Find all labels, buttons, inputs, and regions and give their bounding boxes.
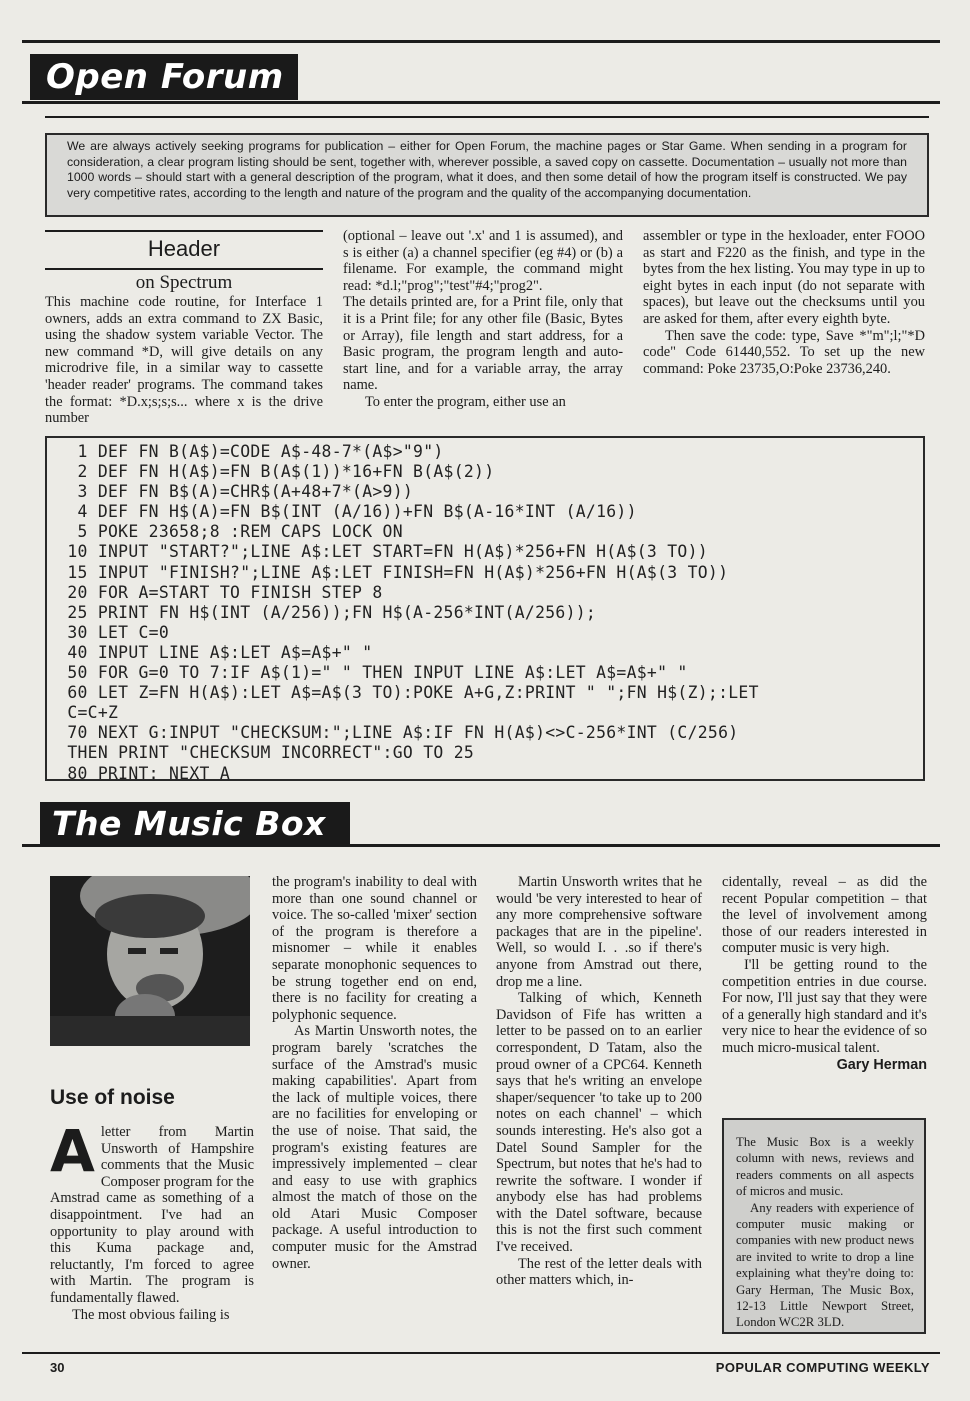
code-line: 60 LET Z=FN H(A$):LET A$=A$(3 TO):POKE A+G,Z:PRINT " ";FN H$(Z);:LET — [47, 683, 759, 703]
code-line: THEN PRINT "CHECKSUM INCORRECT":GO TO 25 — [47, 743, 475, 763]
top-rule — [22, 40, 940, 43]
header-mid-rule — [45, 268, 323, 270]
header-col-2 — [343, 228, 623, 411]
music-col2-para-1: the program's inability to deal with more than one sound channel or voice. The so-called 'mixer' section of the program is therefore a misnomer – while it enables separate monophonic sequences to be strung together end on end, there is no facility for creating a polyphonic sequence. — [272, 874, 477, 1023]
header-col2-para-2: The details printed are, for a Print file, only that it is a Print file; for any other file (Basic, Bytes or Array), file length and start address, for a Basic program, the program length and auto-start line, and for a variable array, the array name. — [343, 294, 623, 394]
open-forum-banner — [30, 54, 298, 100]
music-col2-para-2: As Martin Unsworth notes, the program barely 'scratches the surface of the Amstrad's music making capabilities'. Apart from the lack of multiple voices, there are no facilities for enveloping or the use of noise. That said, the program's existing features are impressively implemented – clear and easy to use with graphics almost the match of those on the old Atari Music Composer package. A useful introduction to computer music for the Amstrad owner. — [272, 1023, 477, 1272]
code-line: 25 PRINT FN H$(INT (A/256));FN H$(A-256*INT(A/256)); — [47, 602, 597, 622]
music-col1-para-1 — [50, 1117, 254, 1307]
header-article-title: Header — [147, 236, 221, 261]
music-col1-text: letter from Martin Unsworth of Hampshire comments that the Music Composer program for the Amstrad came as something of a disappointment. I've had an opportunity to play around with this Kuma package and, reluctantly, I'm forced to agree with Martin. The program is fundamentally flawed. — [50, 1124, 254, 1306]
code-line: 40 INPUT LINE A$:LET A$=A$+" " — [47, 642, 373, 662]
code-line: 20 FOR A=START TO FINISH STEP 8 — [47, 582, 383, 602]
music-col-4 — [722, 874, 927, 1073]
music-col-2 — [272, 874, 477, 1272]
author-photo — [50, 876, 250, 1046]
author-signature: Gary Herman — [836, 1056, 927, 1073]
code-line: 70 NEXT G:INPUT "CHECKSUM:";LINE A$:IF FN H(A$)<>C-256*INT (C/256) — [47, 723, 739, 743]
author-portrait-image — [50, 876, 250, 1046]
code-line: 80 PRINT: NEXT A — [47, 763, 231, 783]
info-box-para-2: Any readers with experience of computer music making or companies with new product news are invited to write to drop a line explaining what they're doing to: Gary Herman, The Music Box, 12-13 Little Newport Street, London WC2R 3LD. — [736, 1200, 914, 1330]
music-col3-para-3: The rest of the letter deals with other matters which, in- — [496, 1255, 702, 1289]
header-col3-para-1: assembler or type in the hexloader, enter FOOO as start and F220 as the finish, and type in the bytes from the hex listing. You may type in up to eight bytes in each input (do not separate with spaces), but leave out the checksums until you are asked for them, after every eighth byte. — [643, 228, 925, 327]
code-line: 2 DEF FN H(A$)=FN B(A$(1))*16+FN B(A$(2)) — [47, 462, 495, 482]
code-line: 10 INPUT "START?";LINE A$:LET START=FN H(A$)*256+FN H(A$(3 TO)) — [47, 542, 708, 562]
open-forum-title: Open Forum — [46, 57, 284, 97]
music-col4-para-2: I'll be getting round to the competition entries in due course. For now, I'll just say that they were of a generally high standard and it's very nice to hear the evidence of so much micro-musical talent. — [722, 956, 927, 1056]
program-listing — [45, 436, 925, 781]
publication-name: POPULAR COMPUTING WEEKLY — [715, 1360, 930, 1375]
code-line: 5 POKE 23658;8 :REM CAPS LOCK ON — [47, 522, 403, 542]
footer-rule — [22, 1352, 940, 1354]
code-line: C=C+Z — [47, 703, 119, 723]
header-col2-para-1: (optional – leave out '.x' and 1 is assumed), and s is either (a) a channel specifier (eg #4) or (b) a filename. For example, the command might read: *d.l;"prog";"test"#4;"prog2". — [343, 228, 623, 294]
music-col4-para-1: cidentally, reveal – as did the recent Popular competition – that the level of involvement among those of our readers interested in computer music is very high. — [722, 874, 927, 957]
page-number: 30 — [50, 1360, 65, 1375]
code-line: 50 FOR G=0 TO 7:IF A$(1)=" " THEN INPUT LINE A$:LET A$=A$+" " — [47, 663, 688, 683]
music-col-3 — [496, 874, 702, 1289]
banner-rule — [22, 101, 940, 104]
header-top-rule — [45, 230, 323, 232]
intro-rule — [45, 116, 929, 118]
music-col3-para-2: Talking of which, Kenneth Davidson of Fife has written a letter to be passed on to an earlier correspondent, D Tatam, also the proud owner of a CPC64. Kenneth says that he's writing an envelope shaper/sequencer 'to take up to 200 notes on each channel' – which sounds interesting. He's also got a Datel Sound Sampler for the Spectrum, but notes that he's had to rewrite the software. I wonder if anybody else has had problems with the Datel software, because this is not the first such comment I've received. — [496, 990, 702, 1256]
code-line: 3 DEF FN B$(A)=CHR$(A+48+7*(A>9)) — [47, 482, 414, 502]
code-line: 30 LET C=0 — [47, 622, 170, 642]
music-box-title: The Music Box — [52, 804, 326, 843]
code-line: 1 DEF FN B(A$)=CODE A$-48-7*(A$>"9") — [47, 442, 444, 461]
header-col-3 — [643, 228, 925, 377]
header-col3-para-2: Then save the code: type, Save *"m";l;"*D code" Code 61440,552. To set up the new command: Poke 23735,O:Poke 23736,240. — [643, 327, 925, 377]
info-box-para-1: The Music Box is a weekly column with news, reviews and readers comments on all aspects of micros and music. — [736, 1135, 914, 1199]
header-article-subtitle: on Spectrum — [135, 272, 233, 293]
header-col-1 — [45, 294, 323, 427]
submission-notice-text: We are always actively seeking programs for publication – either for Open Forum, the machine pages or Star Game. When sending in a program for consideration, a clear program listing should be sent, together with, wherever possible, a saved copy on cassette. Documentation – usually not more than 1000 words – should start with a general description of the program, what it does, and then some detail of how the program itself is constructed. We pay very competitive rates, according to the length and nature of the program and the quality of the accompanying documentation. — [67, 139, 907, 200]
submission-notice — [45, 133, 929, 217]
music-box-info-box — [722, 1118, 926, 1334]
code-line: 4 DEF FN H$(A)=FN B$(INT (A/16))+FN B$(A-16*INT (A/16)) — [47, 502, 637, 522]
use-of-noise-heading: Use of noise — [50, 1086, 175, 1109]
music-box-banner — [40, 802, 350, 846]
header-col1-para: This machine code routine, for Interface 1 owners, adds an extra command to ZX Basic, using the shadow system variable Vector. The new command *D, will give details on any microdrive file, in a similar way to cassette 'header reader' programs. The command takes the format: *D.x;s;s;s... where x is the drive number — [45, 294, 323, 427]
header-col2-para-3: To enter the program, either use an — [365, 393, 566, 410]
music-col1-para-2: The most obvious failing is — [72, 1306, 230, 1323]
dropcap-letter: A — [50, 1117, 95, 1185]
music-col-1 — [50, 1117, 254, 1323]
music-col3-para-1: Martin Unsworth writes that he would 'be very interested to hear of any more comprehensive software packages that are in the pipeline'. Well, so would I. . .so if there's anyone from Amstrad out there, drop me a line. — [496, 874, 702, 990]
code-line: 15 INPUT "FINISH?";LINE A$:LET FINISH=FN H(A$)*256+FN H(A$(3 TO)) — [47, 562, 729, 582]
